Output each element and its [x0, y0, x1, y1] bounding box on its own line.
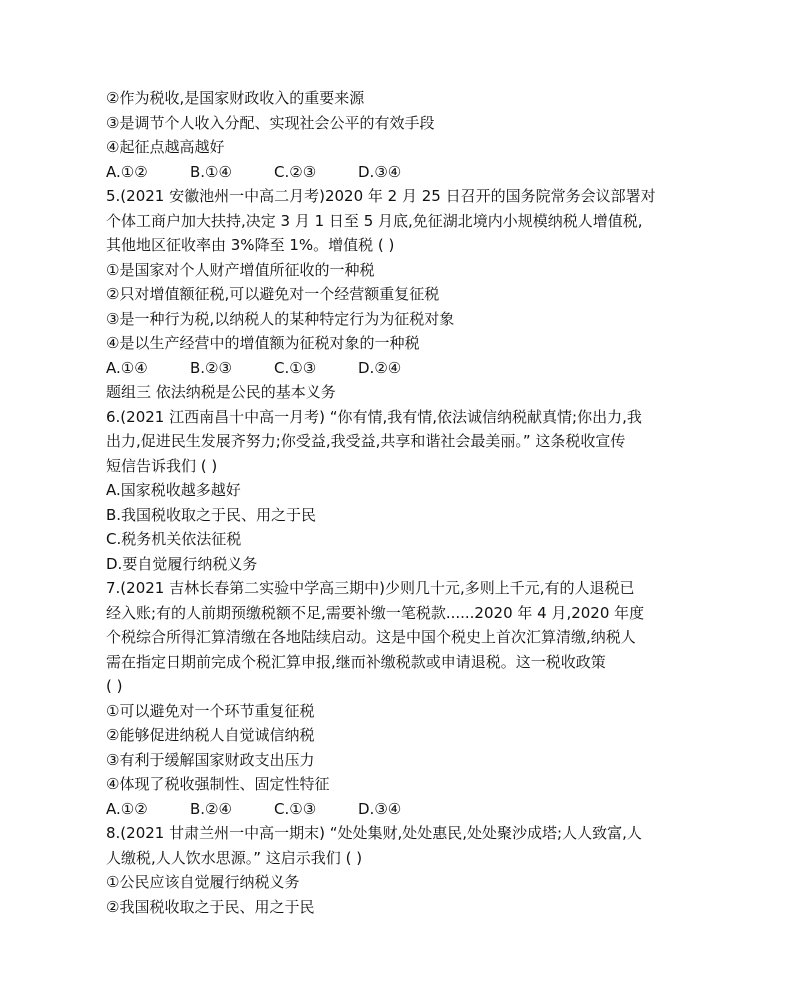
question-content — [106, 86, 706, 919]
q5-stem-line-2: 个体工商户加大扶持,决定 3 月 1 日至 5 月底,免征湖北境内小规模纳税人增值税, — [106, 211, 643, 230]
q7-stem-line-4: 需在指定日期前完成个税汇算申报,继而补缴税款或申请退税。这一税收政策 — [106, 652, 606, 671]
q7-option-b: B.②④ — [190, 799, 232, 818]
q7-stem-line-3: 个税综合所得汇算清缴在各地陆续启动。这是中国个税史上首次汇算清缴,纳税人 — [106, 628, 636, 646]
q4-option-d: D.③④ — [358, 162, 402, 181]
q7-option-c: C.①③ — [274, 799, 317, 818]
q5-stem-line-3: 其他地区征收率由 3%降至 1%。增值税 ( ) — [106, 236, 395, 254]
q4-statement-3: ③是调节个人收入分配、实现社会公平的有效手段 — [106, 113, 435, 132]
q7-stem-line-2: 经入账;有的人前期预缴税额不足,需要补缴一笔税款......2020 年 4 月,2020 年度 — [106, 603, 645, 622]
q6-option-b: B.我国税收取之于民、用之于民 — [106, 505, 317, 524]
q7-stem-line-1: 7.(2021 吉林长春第二实验中学高三期中)少则几十元,多则上千元,有的人退税已 — [106, 579, 635, 597]
q5-stem-line-1: 5.(2021 安徽池州一中高二月考)2020 年 2 月 25 日召开的国务院常务会议部署对 — [106, 187, 656, 205]
q5-option-a: A.①④ — [106, 358, 148, 377]
q7-statement-3: ③有利于缓解国家财政支出压力 — [106, 750, 315, 769]
q5-statement-3: ③是一种行为税,以纳税人的某种特定行为为征税对象 — [106, 309, 455, 328]
q5-options — [106, 356, 706, 381]
q4-statement-2: ②作为税收,是国家财政收入的重要来源 — [106, 89, 365, 107]
q8-stem-line-1: 8.(2021 甘肃兰州一中高一期末) “处处集财,处处惠民,处处聚沙成塔;人人致富,人 — [106, 824, 642, 842]
q8-stem-line-2: 人缴税,人人饮水思源。” 这启示我们 ( ) — [106, 848, 363, 867]
q7-options — [106, 797, 706, 822]
q6-stem-line-3: 短信告诉我们 ( ) — [106, 456, 218, 475]
q6-stem-line-2: 出力,促进民生发展齐努力;你受益,我受益,共享和谐社会最美丽。” 这条税收宣传 — [106, 432, 626, 450]
q4-option-a: A.①② — [106, 162, 148, 181]
q6-stem-line-1: 6.(2021 江西南昌十中高一月考) “你有情,我有情,依法诚信纳税献真情;你出力,我 — [106, 407, 642, 426]
q7-statement-2: ②能够促进纳税人自觉诚信纳税 — [106, 726, 315, 744]
section-heading: 题组三 依法纳税是公民的基本义务 — [106, 383, 336, 401]
q6-option-d: D.要自觉履行纳税义务 — [106, 554, 258, 573]
q5-statement-4: ④是以生产经营中的增值额为征税对象的一种税 — [106, 334, 420, 352]
q8-statement-1: ①公民应该自觉履行纳税义务 — [106, 873, 300, 891]
q5-option-d: D.②④ — [358, 358, 402, 377]
q7-stem-line-5: ( ) — [106, 677, 123, 695]
q5-option-c: C.①③ — [274, 358, 317, 377]
q5-statement-2: ②只对增值额征税,可以避免对一个经营额重复征税 — [106, 285, 440, 303]
q6-option-a: A.国家税收越多越好 — [106, 481, 241, 499]
q4-statement-4: ④起征点越高越好 — [106, 138, 225, 156]
q4-option-c: C.②③ — [274, 162, 317, 181]
q5-statement-1: ①是国家对个人财产增值所征收的一种税 — [106, 260, 375, 279]
q7-option-d: D.③④ — [358, 799, 402, 818]
q4-options — [106, 160, 706, 185]
q7-statement-4: ④体现了税收强制性、固定性特征 — [106, 775, 330, 793]
q7-statement-1: ①可以避免对一个环节重复征税 — [106, 701, 315, 720]
q6-option-c: C.税务机关依法征税 — [106, 530, 242, 548]
q8-statement-2: ②我国税收取之于民、用之于民 — [106, 897, 315, 916]
q7-option-a: A.①② — [106, 799, 148, 818]
q5-option-b: B.②③ — [190, 358, 232, 377]
q4-option-b: B.①④ — [190, 162, 232, 181]
